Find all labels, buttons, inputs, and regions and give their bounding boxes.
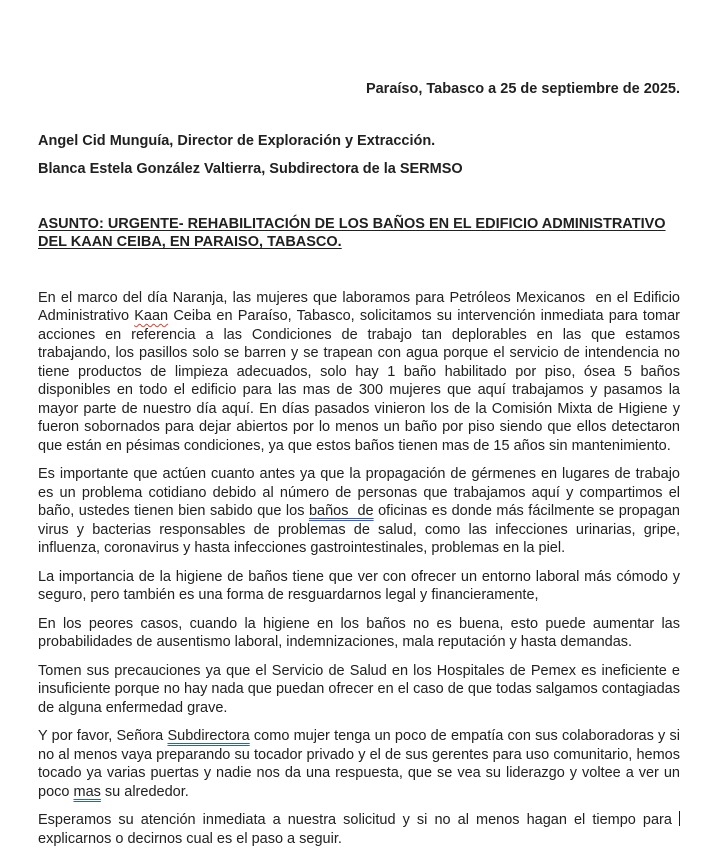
subject-line[interactable]: ASUNTO: URGENTE- REHABILITACIÓN DE LOS BAÑOS EN EL EDIFICIO ADMINISTRATIVO DEL KAAN CEIBA, EN PARAISO, TABASCO. <box>38 215 666 250</box>
text-run: En los peores casos, cuando la higiene en los baños no es buena, esto puede aumentar las probabilidades de ausentismo laboral, indemnizaciones, mala reputación y hasta demandas. <box>38 615 680 650</box>
text-cursor <box>679 811 680 826</box>
text-run: La importancia de la higiene de baños tiene que ver con ofrecer un entorno laboral más cómodo y seguro, pero también es una forma de resguardarnos legal y financieramente, <box>38 568 680 603</box>
text-run: como mujer tenga un poco de empatía con sus colaboradoras y si no al menos vaya preparando su tocador privado y el de sus gerentes para uso comunitario, hemos tocado ya varias puertas y nadie nos da una respuesta, que se vea su liderazgo y voltee a ver un poco <box>38 728 681 800</box>
recipients <box>38 132 680 179</box>
text-run: Ceiba en Paraíso, Tabasco, solicitamos su intervención inmediata para tomar acciones en referencia a las Condiciones de trabajo tan deplorables en las que estamos trabajando, los pasillos solo se barren y se trapean con agua porque el servicio de intendencia no tiene productos de limpieza adecuados, solo hay 1 baño habilitado por piso, ósea 5 baños disponibles en todo el edificio para las mas de 300 mujeres que aquí trabajamos y pasamos la mayor parte de nuestro día aquí. En días pasados vinieron los de la Comisión Mixta de Higiene y fueron sobornados para dejar abiertos por lo menos un baño por piso siendo que ellos detectaron que están en pésimas condiciones, ya que estos baños tienen mas de 15 años sin mantenimiento. <box>38 308 680 454</box>
text-run: oficinas es donde más fácilmente se propagan virus y bacterias responsables de problemas de salud, como las infecciones urinarias, gripe, influenza, coronavirus y hasta infecciones gastrointestinales, problemas en la piel. <box>38 503 680 556</box>
text-run: Esperamos su atención inmediata a nuestra solicitud y si no al menos hagan el tiempo para <box>38 812 679 828</box>
body-paragraph[interactable] <box>38 289 680 456</box>
text-run: Es importante que actúen cuanto antes ya que la propagación de gérmenes en lugares de trabajo es un problema cotidiano debido al número de personas que trabajamos aquí y compartimos el baño, ustedes tienen bien sabido que los <box>38 466 680 519</box>
grammar-error-text: mas <box>73 783 101 800</box>
body-paragraph[interactable] <box>38 568 680 605</box>
text-run: Y por favor, Señora <box>38 728 168 744</box>
body-paragraph[interactable] <box>38 662 680 718</box>
grammar-error-text: Subdirectora <box>167 728 250 744</box>
letter-body[interactable] <box>38 289 680 849</box>
spelling-error-text: Kaan <box>134 308 169 324</box>
body-paragraph[interactable] <box>38 615 680 652</box>
text-run: En el marco del día Naranja, las mujeres que laboramos para Petróleos Mexicanos en el Edificio Administrativo <box>38 289 680 324</box>
recipient-line-subdirectora[interactable]: Blanca Estela González Valtierra, Subdirectora de la SERMSO <box>38 161 463 177</box>
date-line[interactable]: Paraíso, Tabasco a 25 de septiembre de 2025. <box>365 81 680 97</box>
text-run: explicarnos o decirnos cual es el paso a seguir. <box>38 830 342 847</box>
grammar-error-text: baños de <box>308 503 374 519</box>
body-paragraph[interactable] <box>38 465 680 558</box>
recipient-line-director[interactable]: Angel Cid Munguía, Director de Exploración y Extracción. <box>38 132 436 149</box>
text-run: Tomen sus precauciones ya que el Servicio de Salud en los Hospitales de Pemex es ineficiente e insuficiente porque no hay nada que puedan ofrecer en el caso de que todas salgamos contagiadas de alguna enfermedad grave. <box>38 662 680 716</box>
text-run: su alrededor. <box>100 783 189 800</box>
body-paragraph[interactable] <box>38 727 680 801</box>
body-paragraph[interactable] <box>38 811 680 848</box>
